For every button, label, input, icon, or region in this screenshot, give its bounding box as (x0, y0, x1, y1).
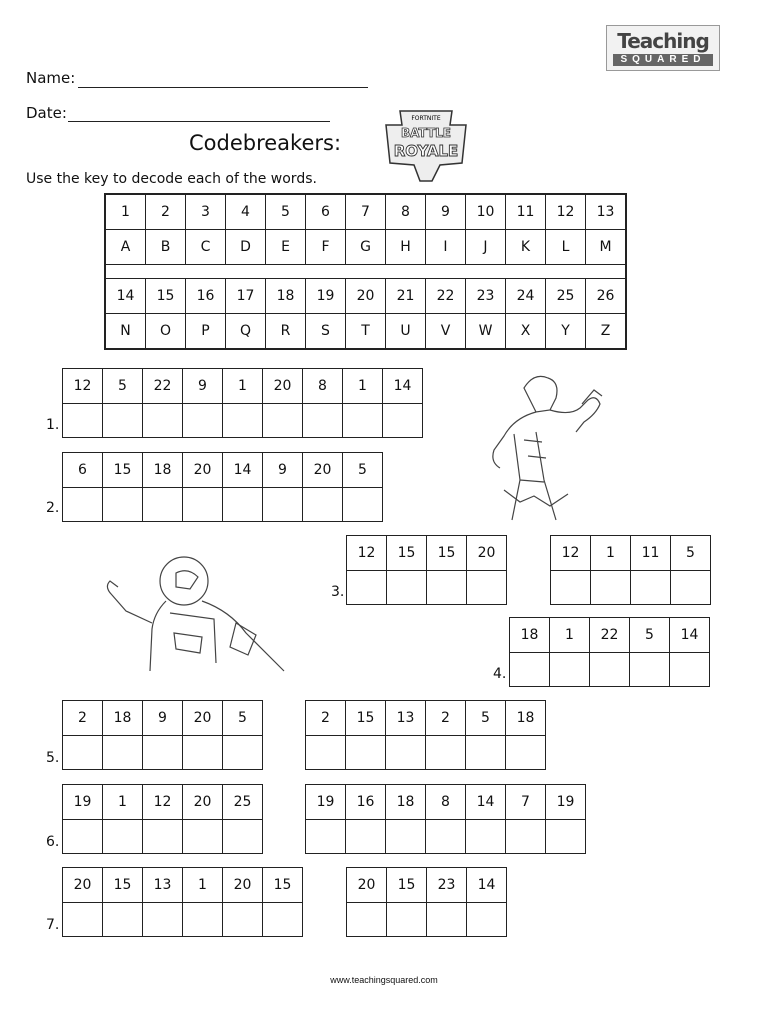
key-letter-cell: U (386, 314, 426, 350)
key-letter-cell: H (386, 230, 426, 265)
key-number-cell: 5 (266, 194, 306, 230)
code-word-grid (62, 867, 303, 937)
answer-letter-cell[interactable] (103, 488, 143, 522)
key-letter-cell: N (105, 314, 146, 350)
date-label: Date: (26, 104, 67, 122)
code-number-cell: 18 (386, 785, 426, 820)
key-letter-cell: G (346, 230, 386, 265)
answer-letter-cell[interactable] (63, 820, 103, 854)
emblem-line2: ROYALE (393, 142, 459, 160)
answer-letter-cell[interactable] (346, 736, 386, 770)
key-letter-cell: S (306, 314, 346, 350)
code-number-cell: 19 (63, 785, 103, 820)
key-number-cell: 23 (466, 279, 506, 314)
answer-letter-cell[interactable] (223, 903, 263, 937)
answer-letter-cell[interactable] (223, 736, 263, 770)
answer-letter-cell[interactable] (467, 903, 507, 937)
answer-letter-cell[interactable] (143, 404, 183, 438)
code-number-cell: 9 (143, 701, 183, 736)
answer-letter-cell[interactable] (223, 488, 263, 522)
code-number-cell: 22 (143, 369, 183, 404)
code-number-cell: 8 (303, 369, 343, 404)
key-number-cell: 6 (306, 194, 346, 230)
code-number-cell: 1 (343, 369, 383, 404)
answer-letter-cell[interactable] (427, 903, 467, 937)
code-word-grid (550, 535, 711, 605)
code-number-cell: 18 (143, 453, 183, 488)
code-number-cell: 20 (223, 868, 263, 903)
code-number-cell: 15 (427, 536, 467, 571)
answer-letter-cell[interactable] (143, 903, 183, 937)
key-letter-cell: E (266, 230, 306, 265)
code-number-cell: 20 (63, 868, 103, 903)
date-line[interactable] (68, 121, 330, 122)
answer-letter-cell[interactable] (183, 736, 223, 770)
key-number-cell: 12 (546, 194, 586, 230)
key-letter-cell: F (306, 230, 346, 265)
name-line[interactable] (78, 87, 368, 88)
code-word-grid (346, 535, 507, 605)
answer-letter-cell[interactable] (427, 571, 467, 605)
answer-letter-cell[interactable] (263, 903, 303, 937)
answer-letter-cell[interactable] (387, 903, 427, 937)
code-number-cell: 2 (426, 701, 466, 736)
key-letter-cell: L (546, 230, 586, 265)
key-number-cell: 4 (226, 194, 266, 230)
key-number-cell: 13 (586, 194, 627, 230)
footer-url[interactable]: www.teachingsquared.com (330, 975, 438, 985)
code-number-cell: 1 (103, 785, 143, 820)
code-number-cell: 22 (590, 618, 630, 653)
answer-letter-cell[interactable] (386, 820, 426, 854)
code-number-cell: 1 (550, 618, 590, 653)
answer-letter-cell[interactable] (387, 571, 427, 605)
answer-letter-cell[interactable] (550, 653, 590, 687)
key-letter-cell: Z (586, 314, 627, 350)
code-number-cell: 20 (183, 453, 223, 488)
code-number-cell: 15 (103, 453, 143, 488)
code-number-cell: 19 (546, 785, 586, 820)
code-number-cell: 1 (591, 536, 631, 571)
code-number-cell: 15 (346, 701, 386, 736)
key-number-cell: 10 (466, 194, 506, 230)
code-word-grid (346, 867, 507, 937)
code-number-cell: 8 (426, 785, 466, 820)
question-number: 5. (46, 750, 60, 766)
code-number-cell: 2 (63, 701, 103, 736)
answer-letter-cell[interactable] (306, 736, 346, 770)
key-number-cell: 22 (426, 279, 466, 314)
answer-letter-cell[interactable] (631, 571, 671, 605)
answer-letter-cell[interactable] (63, 903, 103, 937)
key-letter-cell: C (186, 230, 226, 265)
key-spacer (105, 265, 626, 279)
code-word-grid (305, 784, 586, 854)
answer-letter-cell[interactable] (343, 404, 383, 438)
key-letter-cell: P (186, 314, 226, 350)
key-number-cell: 3 (186, 194, 226, 230)
code-number-cell: 14 (383, 369, 423, 404)
key-number-cell: 14 (105, 279, 146, 314)
answer-letter-cell[interactable] (183, 404, 223, 438)
key-number-cell: 8 (386, 194, 426, 230)
code-number-cell: 20 (347, 868, 387, 903)
code-number-cell: 16 (346, 785, 386, 820)
answer-letter-cell[interactable] (347, 903, 387, 937)
code-number-cell: 20 (467, 536, 507, 571)
code-number-cell: 25 (223, 785, 263, 820)
key-number-cell: 26 (586, 279, 627, 314)
key-number-cell: 21 (386, 279, 426, 314)
code-number-cell: 12 (347, 536, 387, 571)
code-word-grid (62, 452, 383, 522)
cipher-key-table (104, 193, 627, 350)
logo-bottom-text: SQUARED (613, 54, 713, 66)
answer-letter-cell[interactable] (467, 571, 507, 605)
astronaut-character-illustration (96, 553, 296, 678)
code-number-cell: 13 (386, 701, 426, 736)
key-number-cell: 15 (146, 279, 186, 314)
code-number-cell: 23 (427, 868, 467, 903)
key-letter-cell: R (266, 314, 306, 350)
teaching-squared-logo (606, 25, 720, 71)
answer-letter-cell[interactable] (103, 820, 143, 854)
question-number: 4. (493, 666, 507, 682)
question-number: 1. (46, 417, 60, 433)
code-number-cell: 7 (506, 785, 546, 820)
code-number-cell: 1 (183, 868, 223, 903)
key-letter-cell: T (346, 314, 386, 350)
key-letter-cell: M (586, 230, 627, 265)
code-number-cell: 12 (551, 536, 591, 571)
code-number-cell: 6 (63, 453, 103, 488)
key-letter-cell: X (506, 314, 546, 350)
code-number-cell: 13 (143, 868, 183, 903)
answer-letter-cell[interactable] (63, 404, 103, 438)
key-letter-cell: W (466, 314, 506, 350)
question-number: 7. (46, 917, 60, 933)
emblem-line1: BATTLE (401, 126, 451, 140)
key-number-cell: 16 (186, 279, 226, 314)
answer-letter-cell[interactable] (546, 820, 586, 854)
answer-letter-cell[interactable] (143, 488, 183, 522)
code-number-cell: 9 (263, 453, 303, 488)
code-number-cell: 18 (103, 701, 143, 736)
question-number: 3. (331, 584, 345, 600)
answer-letter-cell[interactable] (143, 820, 183, 854)
answer-letter-cell[interactable] (303, 488, 343, 522)
key-number-cell: 11 (506, 194, 546, 230)
code-number-cell: 2 (306, 701, 346, 736)
key-number-cell: 18 (266, 279, 306, 314)
code-word-grid (62, 784, 263, 854)
answer-letter-cell[interactable] (103, 903, 143, 937)
key-letter-cell: D (226, 230, 266, 265)
key-letter-cell: I (426, 230, 466, 265)
key-number-cell: 9 (426, 194, 466, 230)
answer-letter-cell[interactable] (670, 653, 710, 687)
code-number-cell: 18 (506, 701, 546, 736)
key-number-cell: 19 (306, 279, 346, 314)
code-number-cell: 15 (387, 868, 427, 903)
answer-letter-cell[interactable] (466, 820, 506, 854)
code-number-cell: 14 (466, 785, 506, 820)
answer-letter-cell[interactable] (263, 404, 303, 438)
code-number-cell: 5 (671, 536, 711, 571)
answer-letter-cell[interactable] (466, 736, 506, 770)
answer-letter-cell[interactable] (591, 571, 631, 605)
code-word-grid (305, 700, 546, 770)
key-letter-cell: B (146, 230, 186, 265)
key-number-cell: 24 (506, 279, 546, 314)
answer-letter-cell[interactable] (63, 736, 103, 770)
battle-royale-emblem (378, 107, 474, 185)
page-title: Codebreakers: (189, 131, 342, 155)
answer-letter-cell[interactable] (590, 653, 630, 687)
emblem-small-text: FORTNITE (411, 115, 441, 122)
answer-letter-cell[interactable] (346, 820, 386, 854)
key-letter-cell: Y (546, 314, 586, 350)
code-number-cell: 12 (143, 785, 183, 820)
code-word-grid (62, 368, 423, 438)
logo-top-text: Teaching (617, 29, 709, 53)
key-number-cell: 17 (226, 279, 266, 314)
answer-letter-cell[interactable] (426, 820, 466, 854)
name-label: Name: (26, 69, 76, 87)
code-number-cell: 5 (103, 369, 143, 404)
answer-letter-cell[interactable] (63, 488, 103, 522)
code-number-cell: 20 (303, 453, 343, 488)
code-number-cell: 1 (223, 369, 263, 404)
key-number-cell: 25 (546, 279, 586, 314)
answer-letter-cell[interactable] (506, 820, 546, 854)
code-number-cell: 5 (630, 618, 670, 653)
code-number-cell: 5 (223, 701, 263, 736)
answer-letter-cell[interactable] (347, 571, 387, 605)
answer-letter-cell[interactable] (103, 736, 143, 770)
key-letter-cell: J (466, 230, 506, 265)
code-number-cell: 5 (343, 453, 383, 488)
question-number: 2. (46, 500, 60, 516)
code-number-cell: 15 (103, 868, 143, 903)
answer-letter-cell[interactable] (183, 488, 223, 522)
key-number-cell: 7 (346, 194, 386, 230)
code-number-cell: 14 (670, 618, 710, 653)
code-number-cell: 14 (467, 868, 507, 903)
key-letter-cell: A (105, 230, 146, 265)
answer-letter-cell[interactable] (510, 653, 550, 687)
answer-letter-cell[interactable] (426, 736, 466, 770)
answer-letter-cell[interactable] (223, 404, 263, 438)
answer-letter-cell[interactable] (343, 488, 383, 522)
answer-letter-cell[interactable] (143, 736, 183, 770)
code-number-cell: 11 (631, 536, 671, 571)
code-number-cell: 14 (223, 453, 263, 488)
code-word-grid (62, 700, 263, 770)
answer-letter-cell[interactable] (306, 820, 346, 854)
code-word-grid (509, 617, 710, 687)
answer-letter-cell[interactable] (183, 820, 223, 854)
answer-letter-cell[interactable] (223, 820, 263, 854)
code-number-cell: 20 (183, 785, 223, 820)
code-number-cell: 20 (263, 369, 303, 404)
code-number-cell: 18 (510, 618, 550, 653)
key-letter-cell: Q (226, 314, 266, 350)
answer-letter-cell[interactable] (303, 404, 343, 438)
answer-letter-cell[interactable] (263, 488, 303, 522)
key-number-cell: 20 (346, 279, 386, 314)
key-number-cell: 1 (105, 194, 146, 230)
key-letter-cell: V (426, 314, 466, 350)
code-number-cell: 15 (263, 868, 303, 903)
instructions: Use the key to decode each of the words. (26, 171, 317, 187)
answer-letter-cell[interactable] (103, 404, 143, 438)
code-number-cell: 9 (183, 369, 223, 404)
key-letter-cell: O (146, 314, 186, 350)
answer-letter-cell[interactable] (671, 571, 711, 605)
key-letter-cell: K (506, 230, 546, 265)
code-number-cell: 19 (306, 785, 346, 820)
answer-letter-cell[interactable] (551, 571, 591, 605)
code-number-cell: 15 (387, 536, 427, 571)
question-number: 6. (46, 834, 60, 850)
code-number-cell: 5 (466, 701, 506, 736)
answer-letter-cell[interactable] (630, 653, 670, 687)
code-number-cell: 20 (183, 701, 223, 736)
answer-letter-cell[interactable] (383, 404, 423, 438)
key-number-cell: 2 (146, 194, 186, 230)
answer-letter-cell[interactable] (386, 736, 426, 770)
answer-letter-cell[interactable] (183, 903, 223, 937)
code-number-cell: 12 (63, 369, 103, 404)
raven-character-illustration (484, 370, 604, 525)
answer-letter-cell[interactable] (506, 736, 546, 770)
